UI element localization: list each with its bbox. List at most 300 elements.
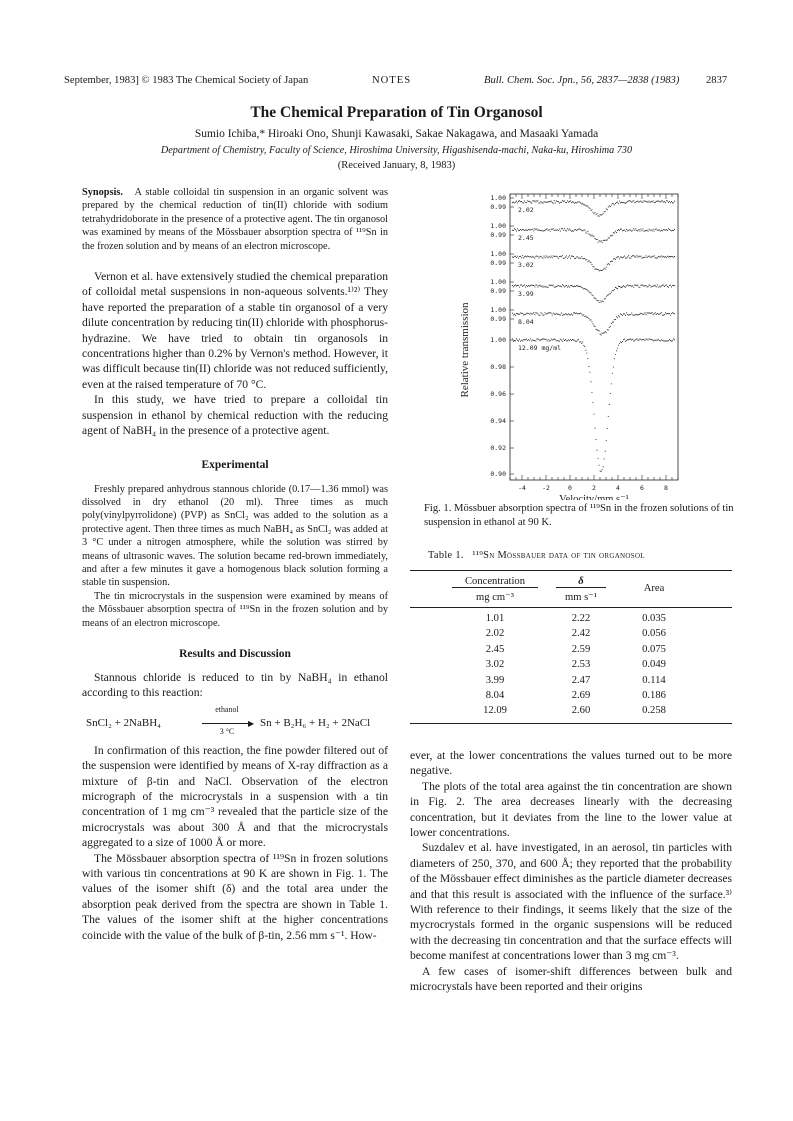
spectrum-point xyxy=(614,258,615,259)
spectrum-point xyxy=(522,313,523,314)
spectrum-point xyxy=(575,229,576,230)
spectrum-point xyxy=(529,286,530,287)
spectrum-point xyxy=(621,342,622,343)
spectrum-point xyxy=(538,257,539,258)
spectrum-point xyxy=(595,439,596,440)
y-tick-label: 0.94 xyxy=(490,417,506,425)
spectrum-point xyxy=(525,202,526,203)
spectrum-point xyxy=(626,257,627,258)
spectrum-point xyxy=(557,201,558,202)
spectrum-point xyxy=(536,313,537,314)
spectrum-point xyxy=(635,202,636,203)
spectrum-point xyxy=(584,258,585,259)
spectrum-point xyxy=(594,212,595,213)
synopsis-text: A stable colloidal tin suspension in an organic solvent was prepared by the chemical reduction of tin(II) chloride with sodium tetrahydridoborate in the presence of a protective agent. The tin organosol was examined by means of the Mössbauer absorption spectra of ¹¹⁹Sn in the frozen solution and by means of an electron microscope. xyxy=(82,187,389,252)
spectrum-point xyxy=(630,201,631,202)
spectrum-point xyxy=(583,345,584,346)
spectrum-point xyxy=(660,256,661,257)
spectrum-point xyxy=(653,340,654,341)
authors: Sumio Ichiba,* Hiroaki Ono, Shunji Kawasaki, Sakae Nakagawa, and Masaaki Yamada xyxy=(194,128,599,140)
spectrum-point xyxy=(649,201,650,202)
spectrum-point xyxy=(519,230,520,231)
spectrum-point xyxy=(612,373,613,374)
spectrum-point xyxy=(654,202,655,203)
spectrum-point xyxy=(574,286,575,287)
table-1 xyxy=(410,570,732,724)
spectrum-point xyxy=(550,285,551,286)
spectrum-point xyxy=(525,287,526,288)
spectrum-point xyxy=(528,285,529,286)
reaction-equation xyxy=(82,705,388,739)
spectrum-point xyxy=(562,341,563,342)
spectrum-point xyxy=(549,312,550,313)
spectrum-point xyxy=(523,285,524,286)
spectrum-point xyxy=(565,313,566,314)
y-tick-label: 1.00 xyxy=(490,222,506,230)
spectrum-point xyxy=(615,354,616,355)
spectrum-point xyxy=(659,314,660,315)
spectrum-point xyxy=(607,329,608,330)
spectrum-point xyxy=(635,285,636,286)
spectrum-point xyxy=(608,294,609,295)
spectrum-point xyxy=(644,285,645,286)
spectrum-point xyxy=(673,257,674,258)
spectrum-point xyxy=(521,340,522,341)
spectrum-point xyxy=(637,201,638,202)
spectrum-point xyxy=(631,312,632,313)
spectrum-point xyxy=(576,341,577,342)
spectrum-point xyxy=(668,340,669,341)
spectrum-point xyxy=(646,230,647,231)
spectrum-point xyxy=(584,346,585,347)
spectrum-point xyxy=(541,285,542,286)
spectrum-point xyxy=(539,230,540,231)
spectrum-point xyxy=(624,202,625,203)
spectrum-point xyxy=(560,314,561,315)
spectrum-point xyxy=(517,228,518,229)
spectrum-point xyxy=(645,338,646,339)
spectrum-point xyxy=(672,202,673,203)
spectrum-point xyxy=(673,230,674,231)
spectrum-point xyxy=(629,314,630,315)
spectrum-point xyxy=(585,289,586,290)
spectrum-point xyxy=(526,230,527,231)
spectrum-point xyxy=(672,256,673,257)
spectrum-point xyxy=(618,286,619,287)
spectrum-point xyxy=(544,286,545,287)
spectrum-point xyxy=(604,240,605,241)
spectrum-point xyxy=(594,428,595,429)
spectrum-point xyxy=(642,202,643,203)
spectrum-point xyxy=(551,201,552,202)
spectrum-point xyxy=(612,203,613,204)
spectrum-point xyxy=(517,313,518,314)
spectrum-point xyxy=(671,230,672,231)
spectrum-point xyxy=(602,469,603,470)
spectrum-point xyxy=(554,256,555,257)
spectrum-point xyxy=(577,340,578,341)
spectrum-point xyxy=(532,200,533,201)
spectrum-point xyxy=(547,287,548,288)
spectrum-point xyxy=(578,229,579,230)
spectrum-point xyxy=(537,230,538,231)
spectrum-point xyxy=(589,208,590,209)
spectrum-point xyxy=(668,256,669,257)
spectrum-point xyxy=(603,269,604,270)
spectrum-point xyxy=(598,330,599,331)
spectrum-point xyxy=(578,313,579,314)
spectrum-point xyxy=(524,284,525,285)
spectrum-point xyxy=(665,285,666,286)
spectrum-point xyxy=(648,231,649,232)
spectrum-point xyxy=(575,313,576,314)
spectrum-point xyxy=(513,286,514,287)
spectrum-point xyxy=(540,339,541,340)
spectrum-point xyxy=(663,229,664,230)
spectrum-point xyxy=(581,204,582,205)
spectrum-point xyxy=(574,340,575,341)
spectrum-point xyxy=(666,200,667,201)
spectrum-point xyxy=(614,358,615,359)
spectrum-point xyxy=(564,228,565,229)
spectrum-point xyxy=(603,333,604,334)
spectrum-point xyxy=(531,229,532,230)
synopsis-label: Synopsis. xyxy=(82,187,123,198)
spectrum-point xyxy=(521,284,522,285)
spectrum-point xyxy=(620,286,621,287)
spectrum-point xyxy=(552,229,553,230)
spectrum-point xyxy=(551,339,552,340)
spectrum-point xyxy=(646,339,647,340)
spectrum-point xyxy=(567,258,568,259)
spectrum-point xyxy=(636,230,637,231)
spectrum-point xyxy=(584,229,585,230)
table-cell: 0.049 xyxy=(642,659,666,671)
spectrum-point xyxy=(595,268,596,269)
spectrum-point xyxy=(636,338,637,339)
spectrum-point xyxy=(673,285,674,286)
spectrum-point xyxy=(600,270,601,271)
spectrum-point xyxy=(666,229,667,230)
spectrum-point xyxy=(529,201,530,202)
spectrum-point xyxy=(542,287,543,288)
spectrum-point xyxy=(618,203,619,204)
spectrum-point xyxy=(519,256,520,257)
spectrum-point xyxy=(593,298,594,299)
spectrum-point xyxy=(575,258,576,259)
spectrum-point xyxy=(637,256,638,257)
spectrum-point xyxy=(585,350,586,351)
spectrum-point xyxy=(591,235,592,236)
spectrum-point xyxy=(552,315,553,316)
spectrum-point xyxy=(662,200,663,201)
spectrum-point xyxy=(651,339,652,340)
y-tick-label: 1.00 xyxy=(490,250,506,258)
spectrum-point xyxy=(579,258,580,259)
spectrum-point xyxy=(558,314,559,315)
spectrum-point xyxy=(535,256,536,257)
spectrum-point xyxy=(619,258,620,259)
table-caption-label: Table 1. xyxy=(428,550,464,561)
spectrum-point xyxy=(640,313,641,314)
spectrum-point xyxy=(549,285,550,286)
spectrum-point xyxy=(627,339,628,340)
spectrum-point xyxy=(588,260,589,261)
spectrum-point xyxy=(565,230,566,231)
spectrum-point xyxy=(539,340,540,341)
spectrum-point xyxy=(632,255,633,256)
spectrum-point xyxy=(526,202,527,203)
spectrum-point xyxy=(553,203,554,204)
spectrum-point xyxy=(530,202,531,203)
spectrum-point xyxy=(573,202,574,203)
spectrum-point xyxy=(542,231,543,232)
spectrum-point xyxy=(649,284,650,285)
spectrum-point xyxy=(520,256,521,257)
spectrum-point xyxy=(599,216,600,217)
table-row xyxy=(410,690,732,705)
table-cell: 0.186 xyxy=(642,689,666,701)
spectrum-point xyxy=(590,292,591,293)
spectrum-point xyxy=(573,339,574,340)
spectrum-point xyxy=(668,228,669,229)
spectrum-point xyxy=(617,348,618,349)
spectrum-point xyxy=(641,230,642,231)
spectrum-point xyxy=(617,256,618,257)
spectrum-point xyxy=(650,339,651,340)
received-date: (Received January, 8, 1983) xyxy=(337,160,456,171)
spectrum-point xyxy=(638,202,639,203)
spectrum-point xyxy=(546,339,547,340)
spectrum-point xyxy=(625,203,626,204)
spectrum-point xyxy=(671,340,672,341)
spectrum-point xyxy=(550,257,551,258)
spectrum-point xyxy=(569,314,570,315)
spectrum-point xyxy=(664,340,665,341)
spectrum-point xyxy=(601,215,602,216)
spectrum-point xyxy=(515,229,516,230)
spectrum-point xyxy=(557,229,558,230)
spectrum-point xyxy=(544,201,545,202)
spectrum-point xyxy=(640,229,641,230)
spectrum-point xyxy=(523,229,524,230)
spectrum-point xyxy=(657,284,658,285)
spectrum-point xyxy=(538,285,539,286)
spectrum-point xyxy=(580,258,581,259)
spectrum-point xyxy=(587,290,588,291)
spectrum-point xyxy=(588,233,589,234)
spectrum-point xyxy=(620,341,621,342)
discussion-paragraph-2: The plots of the total area against the tin concentration are shown in Fig. 2. The area decreases linearly with the decreasing concentration, but it deviates from the line to the lower value at lower concentrations. xyxy=(410,779,732,840)
spectrum-point xyxy=(655,229,656,230)
spectrum-point xyxy=(528,256,529,257)
spectrum-point xyxy=(549,256,550,257)
spectrum-point xyxy=(520,341,521,342)
intro-paragraph-2: In this study, we have tried to prepare a colloidal tin suspension in ethanol by chemical reduction with the reducing agent of NaBH₄ in the presence of a protective agent. xyxy=(82,393,388,438)
spectrum-point xyxy=(665,202,666,203)
spectrum-point xyxy=(620,202,621,203)
spectrum-point xyxy=(593,266,594,267)
equation-temperature: 3 °C xyxy=(219,726,235,736)
spectrum-point xyxy=(548,339,549,340)
mossbauer-spectra-plot xyxy=(450,190,700,500)
spectrum-point xyxy=(576,230,577,231)
spectrum-point xyxy=(531,284,532,285)
spectrum-point xyxy=(514,256,515,257)
spectrum-point xyxy=(556,200,557,201)
spectrum-point xyxy=(654,285,655,286)
spectrum-point xyxy=(637,285,638,286)
spectrum-point xyxy=(661,286,662,287)
spectrum-point xyxy=(548,230,549,231)
spectrum-point xyxy=(648,286,649,287)
spectrum-point xyxy=(531,340,532,341)
spectrum-point xyxy=(599,302,600,303)
spectrum-point xyxy=(622,202,623,203)
spectrum-point xyxy=(567,287,568,288)
spectrum-point xyxy=(577,201,578,202)
spectrum-point xyxy=(654,255,655,256)
spectrum-point xyxy=(670,230,671,231)
spectrum-point xyxy=(605,451,606,452)
spectrum-point xyxy=(634,256,635,257)
spectrum-point xyxy=(591,392,592,393)
spectrum-point xyxy=(671,201,672,202)
spectrum-point xyxy=(618,229,619,230)
spectrum-point xyxy=(530,313,531,314)
spectrum-point xyxy=(535,229,536,230)
spectrum-point xyxy=(526,313,527,314)
spectrum-point xyxy=(569,287,570,288)
spectrum-point xyxy=(645,314,646,315)
spectrum-point xyxy=(552,257,553,258)
spectrum-point xyxy=(628,339,629,340)
spectrum-point xyxy=(591,294,592,295)
spectrum-point xyxy=(530,338,531,339)
spectrum-point xyxy=(555,314,556,315)
spectrum-point xyxy=(568,229,569,230)
spectrum-point xyxy=(561,228,562,229)
spectrum-point xyxy=(543,230,544,231)
table-row xyxy=(410,705,732,720)
spectrum-point xyxy=(605,239,606,240)
spectrum-point xyxy=(568,313,569,314)
spectrum-point xyxy=(656,340,657,341)
table-cell: 2.22 xyxy=(571,613,591,624)
spectrum-point xyxy=(586,317,587,318)
spectrum-point xyxy=(642,228,643,229)
spectrum-point xyxy=(616,202,617,203)
spectrum-point xyxy=(659,286,660,287)
spectrum-point xyxy=(581,343,582,344)
spectrum-point xyxy=(594,238,595,239)
spectrum-point xyxy=(606,296,607,297)
spectrum-point xyxy=(621,229,622,230)
spectrum-point xyxy=(577,313,578,314)
spectrum-point xyxy=(611,261,612,262)
spectrum-point xyxy=(616,350,617,351)
spectrum-point xyxy=(614,289,615,290)
spectrum-point xyxy=(613,322,614,323)
spectrum-point xyxy=(529,256,530,257)
spectrum-point xyxy=(610,235,611,236)
spectrum-point xyxy=(522,202,523,203)
spectrum-point xyxy=(604,332,605,333)
spectrum-point xyxy=(558,340,559,341)
spectrum-point xyxy=(669,256,670,257)
spectrum-point xyxy=(516,200,517,201)
spectrum-point xyxy=(629,257,630,258)
table-cell: 2.42 xyxy=(571,628,591,640)
spectrum-point xyxy=(661,230,662,231)
spectrum-point xyxy=(521,201,522,202)
spectrum-point xyxy=(606,332,607,333)
spectrum-point xyxy=(553,313,554,314)
spectrum-point xyxy=(636,201,637,202)
spectrum-point xyxy=(605,331,606,332)
spectrum-point xyxy=(593,213,594,214)
spectrum-point xyxy=(553,255,554,256)
spectrum-point xyxy=(556,230,557,231)
spectrum-point xyxy=(659,201,660,202)
spectrum-point xyxy=(633,228,634,229)
y-tick-label: 1.00 xyxy=(490,336,506,344)
spectrum-point xyxy=(656,228,657,229)
spectrum-point xyxy=(613,203,614,204)
spectrum-point xyxy=(601,270,602,271)
spectrum-point xyxy=(641,258,642,259)
spectrum-point xyxy=(666,313,667,314)
spectrum-point xyxy=(616,257,617,258)
spectrum-point xyxy=(580,313,581,314)
table-header xyxy=(410,570,732,608)
spectrum-point xyxy=(517,340,518,341)
spectrum-point xyxy=(643,339,644,340)
spectrum-point xyxy=(586,233,587,234)
spectrum-point xyxy=(608,330,609,331)
spectrum-point xyxy=(608,263,609,264)
spectrum-point xyxy=(575,202,576,203)
spectrum-point xyxy=(543,201,544,202)
y-tick-label: 1.00 xyxy=(490,306,506,314)
spectrum-point xyxy=(550,340,551,341)
spectrum-point xyxy=(512,202,513,203)
spectrum-point xyxy=(610,206,611,207)
spectrum-point xyxy=(651,257,652,258)
spectrum-point xyxy=(632,339,633,340)
spectrum-point xyxy=(551,256,552,257)
spectrum-point xyxy=(626,229,627,230)
spectrum-point xyxy=(666,257,667,258)
spectrum-point xyxy=(657,313,658,314)
spectrum-point xyxy=(605,298,606,299)
spectrum-point xyxy=(559,341,560,342)
spectrum-point xyxy=(662,285,663,286)
spectrum-label: 3.99 xyxy=(518,290,534,298)
spectrum-point xyxy=(637,314,638,315)
spectrum-point xyxy=(515,256,516,257)
spectrum-point xyxy=(546,314,547,315)
spectrum-point xyxy=(627,230,628,231)
spectrum-point xyxy=(528,313,529,314)
spectrum-point xyxy=(660,313,661,314)
spectrum-point xyxy=(572,256,573,257)
spectrum-point xyxy=(536,228,537,229)
spectrum-point xyxy=(520,229,521,230)
spectrum-point xyxy=(547,228,548,229)
spectrum-point xyxy=(607,239,608,240)
spectrum-point xyxy=(625,258,626,259)
